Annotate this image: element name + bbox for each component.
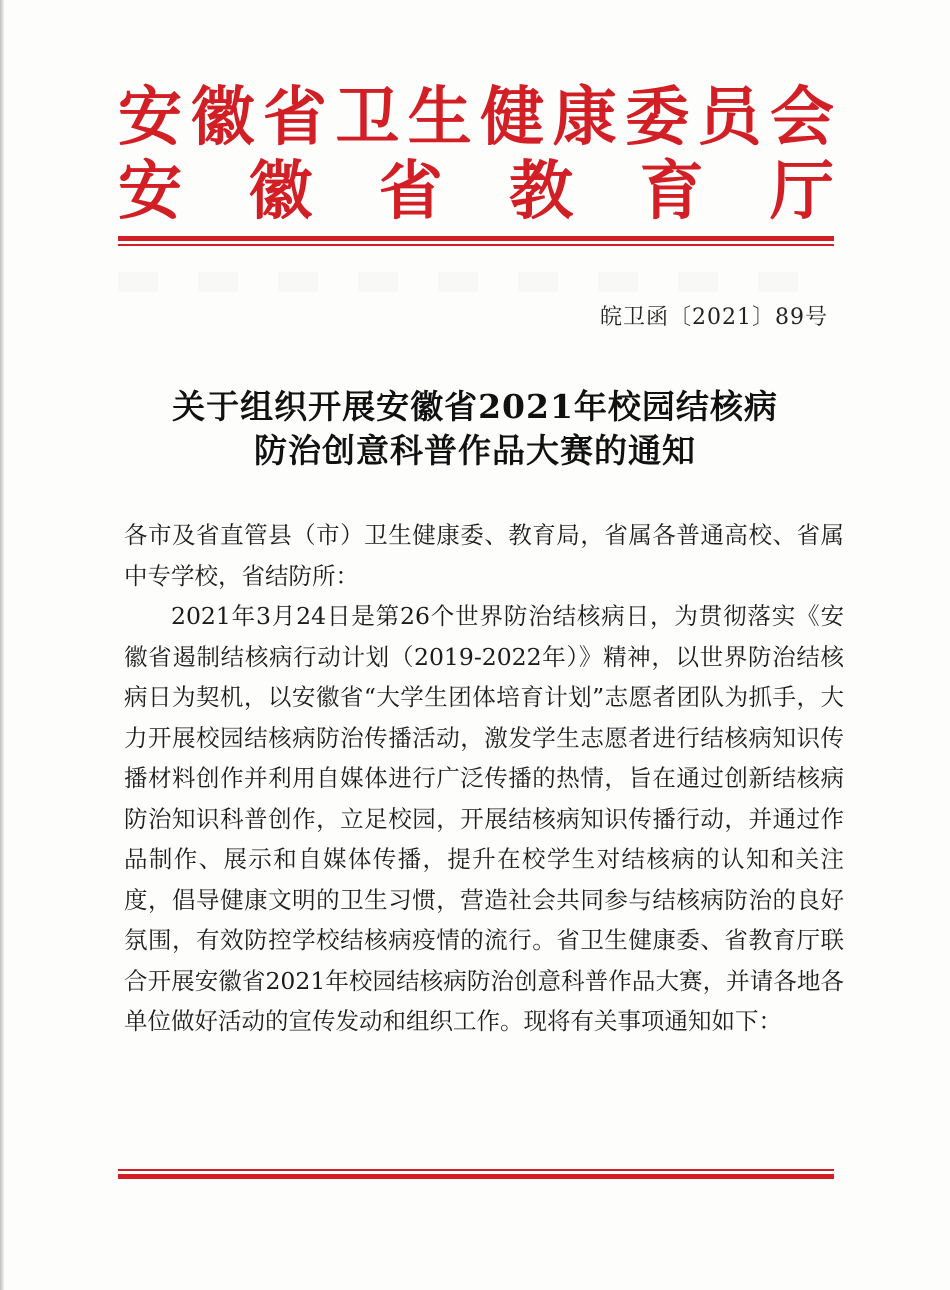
header-char: 健 bbox=[480, 81, 545, 155]
header-char: 徽 bbox=[248, 155, 313, 229]
scan-edge bbox=[0, 0, 4, 1290]
body-paragraph: 2021年3月24日是第26个世界防治结核病日，为贯彻落实《安徽省遏制结核病行动计划（2019-2022年）》精神，以世界防治结核病日为契机，以安徽省“大学生团体培育计划”志愿者团队为抓手，大力开展校园结核病防治传播活动，激发学生志愿者进行结核病知识传播材料创作并利用自媒体进行广泛传播的热情，旨在通过创新结核病防治知识科普创作，立足校园，开展结核病知识传播行动，并通过作品制作、展示和自媒体传播，提升在校学生对结核病的认知和关注度，倡导健康文明的卫生习惯，营造社会共同参与结核病防治的良好氛围，有效防控学校结核病疫情的流行。省卫生健康委、省教育厅联合开展安徽省2021年校园结核病防治创意科普作品大赛，并请各地各单位做好活动的宣传发动和组织工作。现将有关事项通知如下： bbox=[124, 602, 844, 1035]
header-char: 委 bbox=[625, 81, 690, 155]
footer-red-rule-thick bbox=[118, 1174, 834, 1179]
footer-red-rule-thin bbox=[118, 1169, 834, 1171]
header-char: 育 bbox=[639, 155, 704, 229]
notice-body bbox=[124, 515, 844, 1042]
header-char: 省 bbox=[262, 81, 327, 155]
header-char: 厅 bbox=[769, 155, 834, 229]
issuer-header-line-1 bbox=[118, 81, 834, 155]
header-red-rule-thin bbox=[118, 244, 834, 246]
header-char: 生 bbox=[407, 81, 472, 155]
scan-shadow bbox=[118, 272, 834, 292]
header-char: 会 bbox=[769, 81, 834, 155]
notice-title-line-1: 关于组织开展安徽省2021年校园结核病 bbox=[172, 387, 778, 426]
header-char: 安 bbox=[118, 155, 182, 229]
header-char: 安 bbox=[118, 81, 182, 155]
header-char: 省 bbox=[378, 155, 443, 229]
header-char: 教 bbox=[509, 155, 574, 229]
issuer-header-line-2 bbox=[118, 155, 834, 229]
header-char: 徽 bbox=[190, 81, 255, 155]
addressees: 各市及省直管县（市）卫生健康委、教育局，省属各普通高校、省属中专学校，省结防所： bbox=[124, 521, 844, 590]
notice-title-line-2: 防治创意科普作品大赛的通知 bbox=[254, 431, 696, 470]
header-char: 员 bbox=[697, 81, 762, 155]
document-number: 皖卫函〔2021〕89号 bbox=[600, 305, 828, 330]
header-red-rule-thick bbox=[118, 236, 834, 241]
header-char: 卫 bbox=[335, 81, 400, 155]
header-char: 康 bbox=[552, 81, 617, 155]
